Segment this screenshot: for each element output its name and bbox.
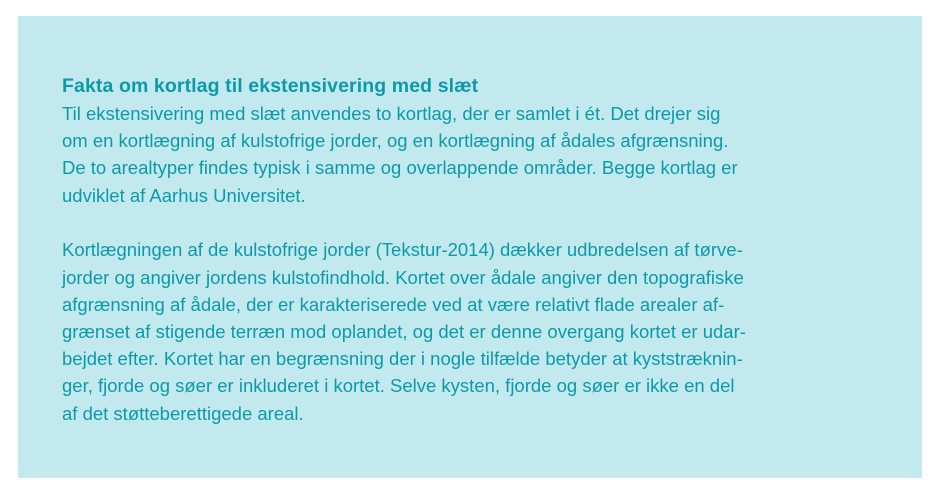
fact-box-title: Fakta om kortlag til ekstensivering med slæt [62, 75, 479, 97]
paragraph-line: Til ekstensivering med slæt anvendes to kortlag, der er samlet i ét. Det drejer sig [62, 103, 721, 124]
paragraph-line: De to arealtyper findes typisk i samme og overlappende områder. Begge kortlag er [62, 157, 738, 179]
paragraph-line: udviklet af Aarhus Universitet. [62, 184, 306, 206]
paragraph-line: af det støtteberettigede areal. [62, 402, 304, 424]
paragraph-intro [62, 100, 892, 209]
paragraph-line: Kortlægningen af de kulstofrige jorder (Tekstur-2014) dækker udbredelsen af tørve- [62, 239, 743, 261]
paragraph-line: ger, fjorde og søer er inkluderet i kortet. Selve kysten, fjorde og søer er ikke en del [62, 375, 735, 397]
paragraph-details [62, 236, 892, 426]
paragraph-line: grænset af stigende terræn mod oplandet, og det er denne overgang kortet er udar- [62, 320, 746, 342]
paragraph-line: jorder og angiver jordens kulstofindhold. Kortet over ådale angiver den topografiske [62, 266, 744, 288]
paragraph-spacer [62, 209, 892, 237]
paragraph-line: om en kortlægning af kulstofrige jorder, og en kortlægning af ådales afgrænsning. [62, 130, 729, 152]
fact-box [18, 16, 922, 478]
paragraph-line: afgrænsning af ådale, der er karakteriserede ved at være relativt flade arealer af- [62, 293, 725, 315]
paragraph-line: bejdet efter. Kortet har en begrænsning der i nogle tilfælde betyder at kyststræknin- [62, 348, 743, 370]
